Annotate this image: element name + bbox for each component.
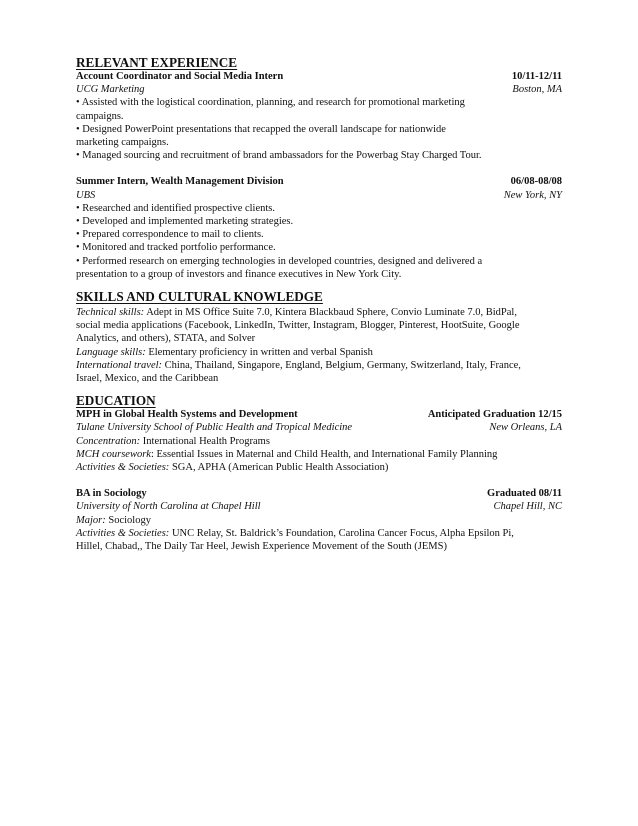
degree-school-row [76, 421, 562, 434]
activities-text: UNC Relay, St. Baldrick’s Foundation, Carolina Cancer Focus, Alpha Epsilon Pi, [169, 527, 514, 539]
bullet-line: • Prepared correspondence to mail to clients. [76, 229, 264, 241]
major-text: Sociology [105, 514, 151, 526]
coursework-label: MCH coursework [76, 448, 151, 460]
job-org-row [76, 83, 562, 96]
degree-entry-mph [76, 408, 562, 474]
bullet-line: • Monitored and tracked portfolio performance. [76, 242, 276, 254]
spacer [76, 162, 562, 175]
technical-skills-label: Technical skills: [76, 307, 145, 319]
degree-title: BA in Sociology [76, 488, 147, 500]
activities-text: SGA, APHA (American Public Health Association) [169, 462, 389, 474]
technical-skills-line: Analytics, and others), STATA, and Solver [76, 333, 256, 345]
language-skills-text: Elementary proficiency in written and verbal Spanish [145, 346, 373, 358]
language-skills-line [76, 346, 562, 359]
spacer [76, 385, 562, 393]
job-org: UCG Marketing [76, 84, 145, 96]
degree-status: Anticipated Graduation 12/15 [427, 409, 562, 421]
bullet-line: • Designed PowerPoint presentations that recapped the overall landscape for nationwide [76, 123, 446, 135]
resume-page [76, 55, 562, 553]
bullet-line: • Developed and implemented marketing strategies. [76, 216, 294, 228]
degree-school: Tulane University School of Public Health and Tropical Medicine [76, 422, 353, 434]
degree-header [76, 408, 562, 421]
activities-line [76, 461, 562, 474]
bullet-line: • Managed sourcing and recruitment of brand ambassadors for the Powerbag Stay Charged Tour. [76, 150, 482, 162]
bullet-line: • Assisted with the logistical coordination, planning, and research for promotional marketing [76, 97, 465, 109]
activities-label: Activities & Societies: [76, 462, 170, 474]
travel-label: International travel: [76, 359, 163, 371]
concentration-text: International Health Programs [140, 435, 270, 447]
bullet-line: • Performed research on emerging technologies in developed countries, designed and delivered a [76, 255, 483, 267]
spacer [76, 281, 562, 289]
job-entry-ucg [76, 70, 562, 162]
job-title: Account Coordinator and Social Media Intern [76, 71, 284, 82]
coursework-line [76, 448, 562, 461]
spacer [76, 474, 562, 487]
job-header [76, 70, 562, 83]
job-location: New York, NY [503, 189, 562, 201]
job-title: Summer Intern, Wealth Management Division [76, 176, 284, 188]
technical-skills-text: Adept in MS Office Suite 7.0, Kintera Blackbaud Sphere, Convio Luminate 7.0, BidPal, [144, 307, 517, 319]
travel-line [76, 359, 562, 372]
travel-text: China, Thailand, Singapore, England, Belgium, Germany, Switzerland, Italy, France, [162, 359, 521, 371]
bullet-line: marketing campaigns. [76, 137, 169, 149]
degree-title: MPH in Global Health Systems and Development [76, 409, 298, 421]
language-skills-label: Language skills: [76, 346, 146, 358]
activities-line [76, 527, 562, 540]
bullet-line: presentation to a group of investors and finance executives in New York City. [76, 268, 402, 280]
major-line [76, 514, 562, 527]
technical-skills-line [76, 306, 562, 319]
technical-skills-line: social media applications (Facebook, LinkedIn, Twitter, Instagram, Blogger, Pinterest, HootSuite, Google [76, 320, 520, 332]
degree-entry-ba [76, 487, 562, 553]
degree-school-row [76, 500, 562, 513]
section-heading-skills: SKILLS AND CULTURAL KNOWLEDGE [76, 289, 323, 305]
travel-line: Israel, Mexico, and the Caribbean [76, 373, 219, 385]
job-dates: 06/08-08/08 [510, 176, 562, 188]
degree-header [76, 487, 562, 500]
job-org-row [76, 189, 562, 202]
job-org: UBS [76, 189, 96, 201]
section-heading-education: EDUCATION [76, 393, 156, 409]
skills-block [76, 306, 562, 385]
major-label: Major: [76, 514, 106, 526]
degree-school: University of North Carolina at Chapel Hill [76, 501, 261, 513]
coursework-text: : Essential Issues in Maternal and Child Health, and International Family Planning [150, 448, 498, 460]
concentration-label: Concentration: [76, 435, 141, 447]
job-dates: 10/11-12/11 [511, 71, 562, 82]
degree-location: Chapel Hill, NC [493, 501, 562, 513]
bullet-line: • Researched and identified prospective clients. [76, 202, 276, 214]
concentration-line [76, 435, 562, 448]
section-heading-experience: RELEVANT EXPERIENCE [76, 55, 238, 70]
degree-status: Graduated 08/11 [487, 488, 562, 500]
job-entry-ubs [76, 175, 562, 281]
bullet-line: campaigns. [76, 110, 124, 122]
activities-label: Activities & Societies: [76, 527, 170, 539]
degree-location: New Orleans, LA [489, 422, 562, 434]
job-location: Boston, MA [512, 84, 562, 96]
activities-line: Hillel, Chabad,, The Daily Tar Heel, Jewish Experience Movement of the South (JEMS) [76, 541, 447, 553]
job-header [76, 175, 562, 188]
